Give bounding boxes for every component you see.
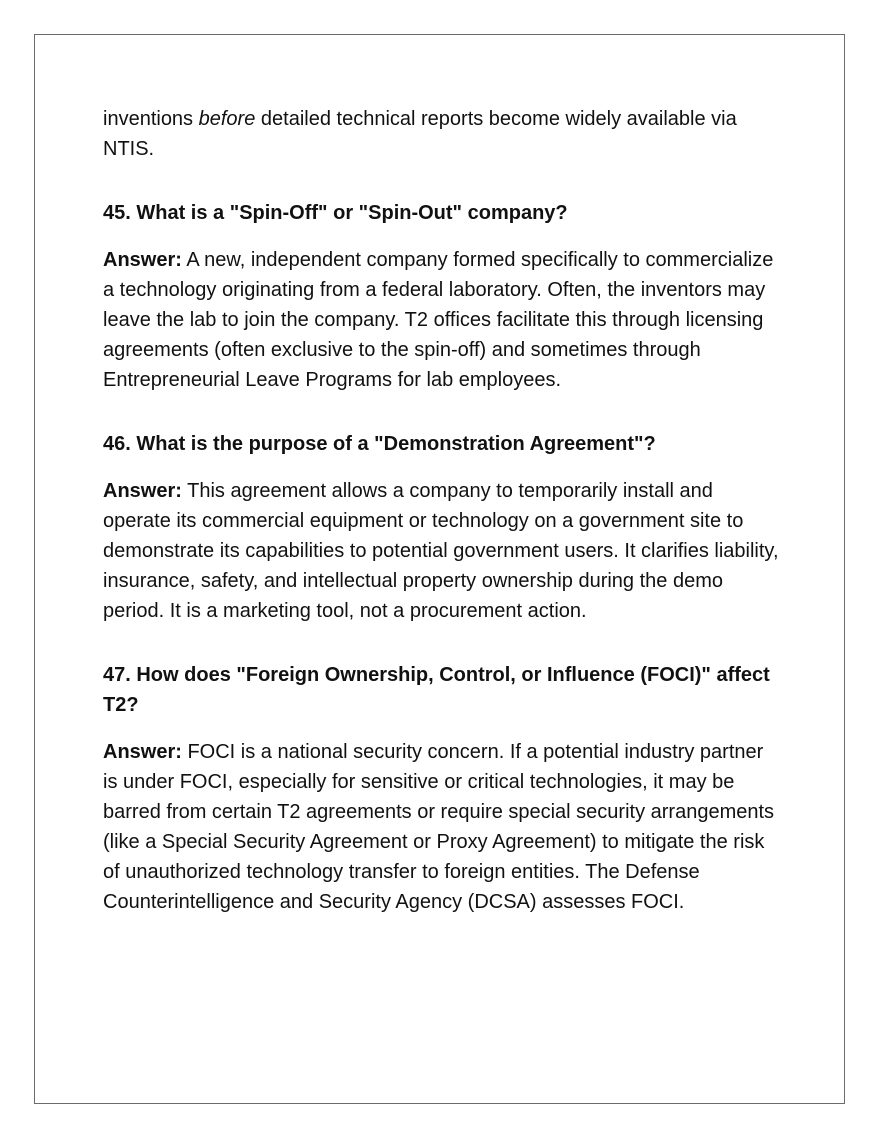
answer-text: A new, independent company formed specifically to commercialize a technology originating from a federal laboratory. Often, the inventors may leave the lab to join the company. T2 offices facilitate this through licensing agreements (often exclusive to the spin-off) and sometimes through Entrepreneurial Leave Programs for lab employees.: [103, 249, 774, 391]
answer-label: Answer:: [103, 249, 182, 271]
continuation-emphasis: before: [198, 108, 256, 130]
continuation-paragraph: [103, 104, 783, 164]
answer-45: [103, 245, 783, 395]
answer-text: This agreement allows a company to temporarily install and operate its commercial equipment or technology on a government site to demonstrate its capabilities to potential government users. It clarifies liability, insurance, safety, and intellectual property ownership during the demo period. It is a marketing tool, not a procurement action.: [103, 480, 779, 622]
answer-47: [103, 737, 783, 917]
continuation-text-start: inventions: [103, 108, 199, 130]
answer-text: FOCI is a national security concern. If a potential industry partner is under FOCI, especially for sensitive or critical technologies, it may be barred from certain T2 agreements or require special security arrangements (like a Special Security Agreement or Proxy Agreement) to mitigate the risk of unauthorized technology transfer to foreign entities. The Defense Counterintelligence and Security Agency (DCSA) assesses FOCI.: [103, 741, 775, 913]
document-body: [103, 104, 783, 951]
question-45: 45. What is a "Spin-Off" or "Spin-Out" company?: [103, 202, 568, 224]
answer-label: Answer:: [103, 480, 182, 502]
question-46: 46. What is the purpose of a "Demonstration Agreement"?: [103, 433, 656, 455]
answer-46: [103, 476, 783, 626]
answer-label: Answer:: [103, 741, 182, 763]
continuation-text-end: detailed technical reports become widely available via NTIS.: [103, 108, 737, 160]
question-47: 47. How does "Foreign Ownership, Control, or Influence (FOCI)" affect T2?: [103, 664, 770, 716]
